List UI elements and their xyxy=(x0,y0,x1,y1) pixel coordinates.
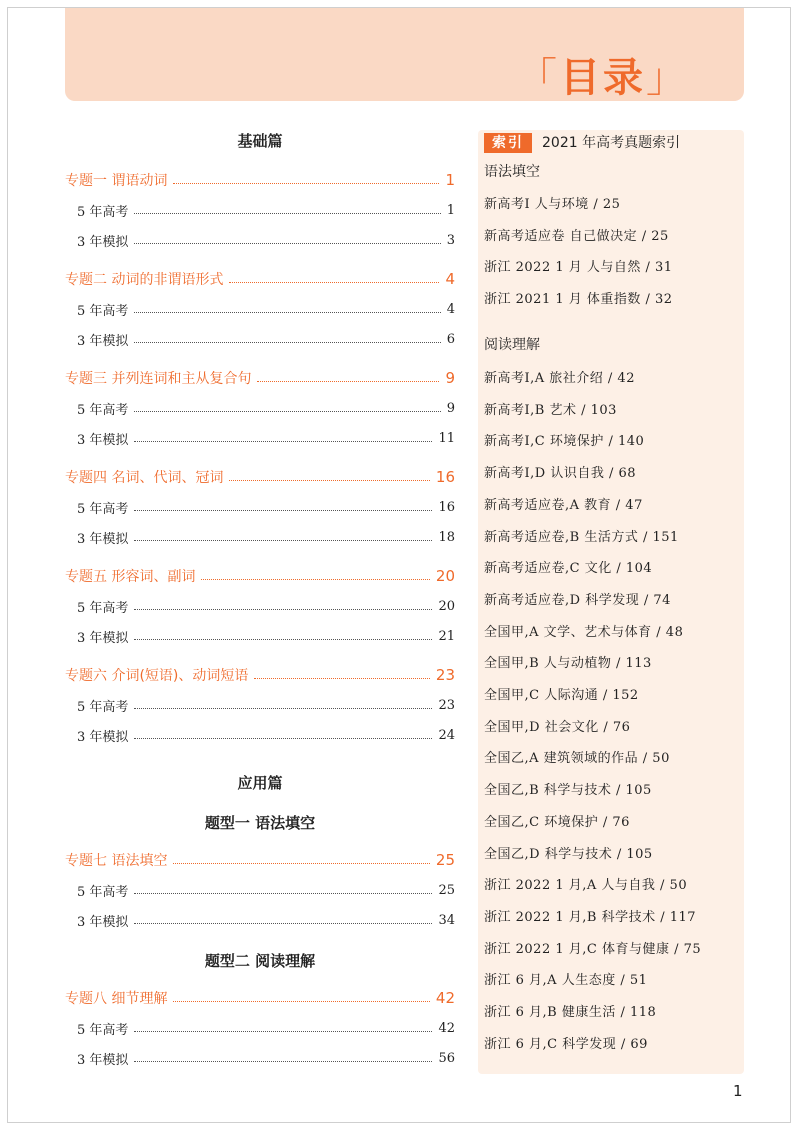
leader-dots xyxy=(134,708,432,709)
sub-entry[interactable] xyxy=(65,725,455,745)
topic-entry-page: 23 xyxy=(435,666,455,684)
index-item: 全国乙,D 科学与技术 / 105 xyxy=(484,846,653,862)
topic-entry-label: 专题七 语法填空 xyxy=(65,853,168,869)
leader-dots xyxy=(134,312,440,313)
index-item: 新高考Ⅰ,B 艺术 / 103 xyxy=(484,402,617,418)
sub-entry-label: 5 年高考 xyxy=(77,1022,129,1038)
sub-entry-page: 56 xyxy=(438,1050,455,1066)
index-item: 新高考适应卷,B 生活方式 / 151 xyxy=(484,529,679,545)
topic-entry-page: 9 xyxy=(445,369,455,387)
topic-entry[interactable] xyxy=(65,368,455,388)
topic-entry[interactable] xyxy=(65,988,455,1008)
index-item: 浙江 6 月,B 健康生活 / 118 xyxy=(484,1005,657,1020)
sub-entry[interactable] xyxy=(65,880,455,900)
leader-dots xyxy=(134,411,440,412)
index-item: 全国乙,A 建筑领域的作品 / 50 xyxy=(484,751,670,767)
index-item: 浙江 2022 1 月,C 体育与健康 / 75 xyxy=(484,941,702,957)
leader-dots xyxy=(134,1031,432,1032)
sub-entry-label: 5 年高考 xyxy=(77,204,129,220)
leader-dots xyxy=(134,441,432,442)
leader-dots xyxy=(134,639,432,640)
leader-dots xyxy=(229,480,429,481)
title-open-bracket: 「 xyxy=(517,55,560,101)
sub-entry-label: 3 年模拟 xyxy=(77,333,129,349)
index-item: 全国甲,C 人际沟通 / 152 xyxy=(484,688,639,703)
sub-entry[interactable] xyxy=(65,910,455,930)
index-item: 新高考Ⅰ 人与环境 / 25 xyxy=(484,197,621,212)
index-item: 全国甲,D 社会文化 / 76 xyxy=(484,719,631,735)
sub-entry-label: 5 年高考 xyxy=(77,501,129,517)
grammar-section-title: 语法填空 xyxy=(484,164,540,180)
index-item: 浙江 6 月,A 人生态度 / 51 xyxy=(484,973,648,989)
leader-dots xyxy=(134,243,440,244)
leader-dots xyxy=(173,183,439,184)
index-item: 浙江 6 月,C 科学发现 / 69 xyxy=(484,1036,648,1052)
topic-entry-page: 1 xyxy=(445,171,455,189)
leader-dots xyxy=(134,738,432,739)
index-item: 浙江 2022 1 月 人与自然 / 31 xyxy=(484,260,673,276)
topic-entry[interactable] xyxy=(65,269,455,289)
type1-title: 题型一 语法填空 xyxy=(204,814,316,832)
page-title xyxy=(517,46,689,103)
topic-entry[interactable] xyxy=(65,467,455,487)
sub-entry-label: 5 年高考 xyxy=(77,600,129,616)
leader-dots xyxy=(229,282,439,283)
index-item: 新高考Ⅰ,D 认识自我 / 68 xyxy=(484,466,637,482)
topic-entry-page: 16 xyxy=(435,468,455,486)
topic-entry-label: 专题六 介词(短语)、动词短语 xyxy=(65,668,249,684)
topic-entry-label: 专题三 并列连词和主从复合句 xyxy=(65,371,252,387)
sub-entry-page: 21 xyxy=(438,628,455,644)
topic-entry[interactable] xyxy=(65,665,455,685)
index-item: 新高考Ⅰ,A 旅社介绍 / 42 xyxy=(484,371,635,386)
sub-entry[interactable] xyxy=(65,695,455,715)
sub-entry-label: 3 年模拟 xyxy=(77,432,129,448)
sub-entry[interactable] xyxy=(65,596,455,616)
sub-entry-page: 6 xyxy=(446,331,455,347)
leader-dots xyxy=(257,381,439,382)
sub-entry[interactable] xyxy=(65,200,455,220)
sub-entry-label: 3 年模拟 xyxy=(77,234,129,250)
leader-dots xyxy=(173,1001,429,1002)
sub-entry-page: 11 xyxy=(438,430,455,446)
sub-entry-page: 23 xyxy=(438,697,455,713)
page-number: 1 xyxy=(733,1082,743,1100)
topic-entry-page: 20 xyxy=(435,567,455,585)
sub-entry-page: 16 xyxy=(438,499,455,515)
sub-entry[interactable] xyxy=(65,230,455,250)
basic-section-title: 基础篇 xyxy=(237,132,283,150)
sub-entry[interactable] xyxy=(65,497,455,517)
sub-entry-label: 5 年高考 xyxy=(77,303,129,319)
leader-dots xyxy=(134,510,432,511)
index-item: 浙江 2022 1 月,A 人与自我 / 50 xyxy=(484,878,688,894)
leader-dots xyxy=(134,923,432,924)
sub-entry-label: 3 年模拟 xyxy=(77,914,129,930)
index-item: 浙江 2021 1 月 体重指数 / 32 xyxy=(484,292,673,308)
sub-entry-label: 3 年模拟 xyxy=(77,630,129,646)
sub-entry-page: 9 xyxy=(446,400,455,416)
index-item: 新高考适应卷 自己做决定 / 25 xyxy=(484,228,669,244)
sub-entry-label: 5 年高考 xyxy=(77,884,129,900)
reading-section-title: 阅读理解 xyxy=(484,337,540,353)
topic-entry[interactable] xyxy=(65,850,455,870)
sub-entry-page: 1 xyxy=(446,202,455,218)
sub-entry-label: 3 年模拟 xyxy=(77,1052,129,1068)
topic-entry-page: 4 xyxy=(445,270,455,288)
sub-entry-label: 3 年模拟 xyxy=(77,729,129,745)
leader-dots xyxy=(134,609,432,610)
sub-entry-page: 20 xyxy=(438,598,455,614)
index-item: 全国乙,C 环境保护 / 76 xyxy=(484,814,630,830)
sub-entry-page: 4 xyxy=(446,301,455,317)
index-item: 新高考适应卷,D 科学发现 / 74 xyxy=(484,592,671,608)
leader-dots xyxy=(134,1061,432,1062)
index-panel xyxy=(478,130,744,1074)
leader-dots xyxy=(134,540,432,541)
topic-entry-label: 专题五 形容词、副词 xyxy=(65,569,196,585)
sub-entry-label: 5 年高考 xyxy=(77,402,129,418)
type2-title: 题型二 阅读理解 xyxy=(204,952,316,970)
topic-entry-label: 专题四 名词、代词、冠词 xyxy=(65,470,224,486)
sub-entry[interactable] xyxy=(65,1048,455,1068)
sub-entry-label: 5 年高考 xyxy=(77,699,129,715)
applied-section-title: 应用篇 xyxy=(237,774,283,792)
topic-entry-label: 专题一 谓语动词 xyxy=(65,173,168,189)
index-item: 新高考适应卷,A 教育 / 47 xyxy=(484,497,643,513)
sub-entry[interactable] xyxy=(65,329,455,349)
index-title: 2021 年高考真题索引 xyxy=(542,135,681,151)
leader-dots xyxy=(254,678,430,679)
topic-entry-page: 42 xyxy=(435,989,455,1007)
title-text: 目录 xyxy=(560,55,646,101)
sub-entry-page: 34 xyxy=(438,912,455,928)
topic-entry[interactable] xyxy=(65,170,455,190)
topic-entry[interactable] xyxy=(65,566,455,586)
index-item: 新高考适应卷,C 文化 / 104 xyxy=(484,561,653,577)
sub-entry-label: 3 年模拟 xyxy=(77,531,129,547)
index-item: 新高考Ⅰ,C 环境保护 / 140 xyxy=(484,434,645,450)
leader-dots xyxy=(134,213,440,214)
sub-entry-page: 42 xyxy=(438,1020,455,1036)
title-close-bracket: 」 xyxy=(646,55,689,101)
index-item: 全国甲,B 人与动植物 / 113 xyxy=(484,656,652,672)
index-item: 全国乙,B 科学与技术 / 105 xyxy=(484,783,652,799)
sub-entry-page: 24 xyxy=(438,727,455,743)
sub-entry-page: 25 xyxy=(438,882,455,898)
topic-entry-page: 25 xyxy=(435,851,455,869)
sub-entry[interactable] xyxy=(65,1018,455,1038)
sub-entry[interactable] xyxy=(65,428,455,448)
sub-entry-page: 18 xyxy=(438,529,455,545)
sub-entry[interactable] xyxy=(65,398,455,418)
index-tag: 索引 xyxy=(484,133,532,153)
index-item: 浙江 2022 1 月,B 科学技术 / 117 xyxy=(484,909,697,925)
index-item: 全国甲,A 文学、艺术与体育 / 48 xyxy=(484,624,684,640)
header-banner xyxy=(65,8,744,101)
sub-entry[interactable] xyxy=(65,299,455,319)
sub-entry[interactable] xyxy=(65,626,455,646)
topic-entry-label: 专题二 动词的非谓语形式 xyxy=(65,272,224,288)
leader-dots xyxy=(134,342,440,343)
topic-entry-label: 专题八 细节理解 xyxy=(65,991,168,1007)
sub-entry-page: 3 xyxy=(446,232,455,248)
leader-dots xyxy=(173,863,429,864)
leader-dots xyxy=(201,579,429,580)
leader-dots xyxy=(134,893,432,894)
sub-entry[interactable] xyxy=(65,527,455,547)
